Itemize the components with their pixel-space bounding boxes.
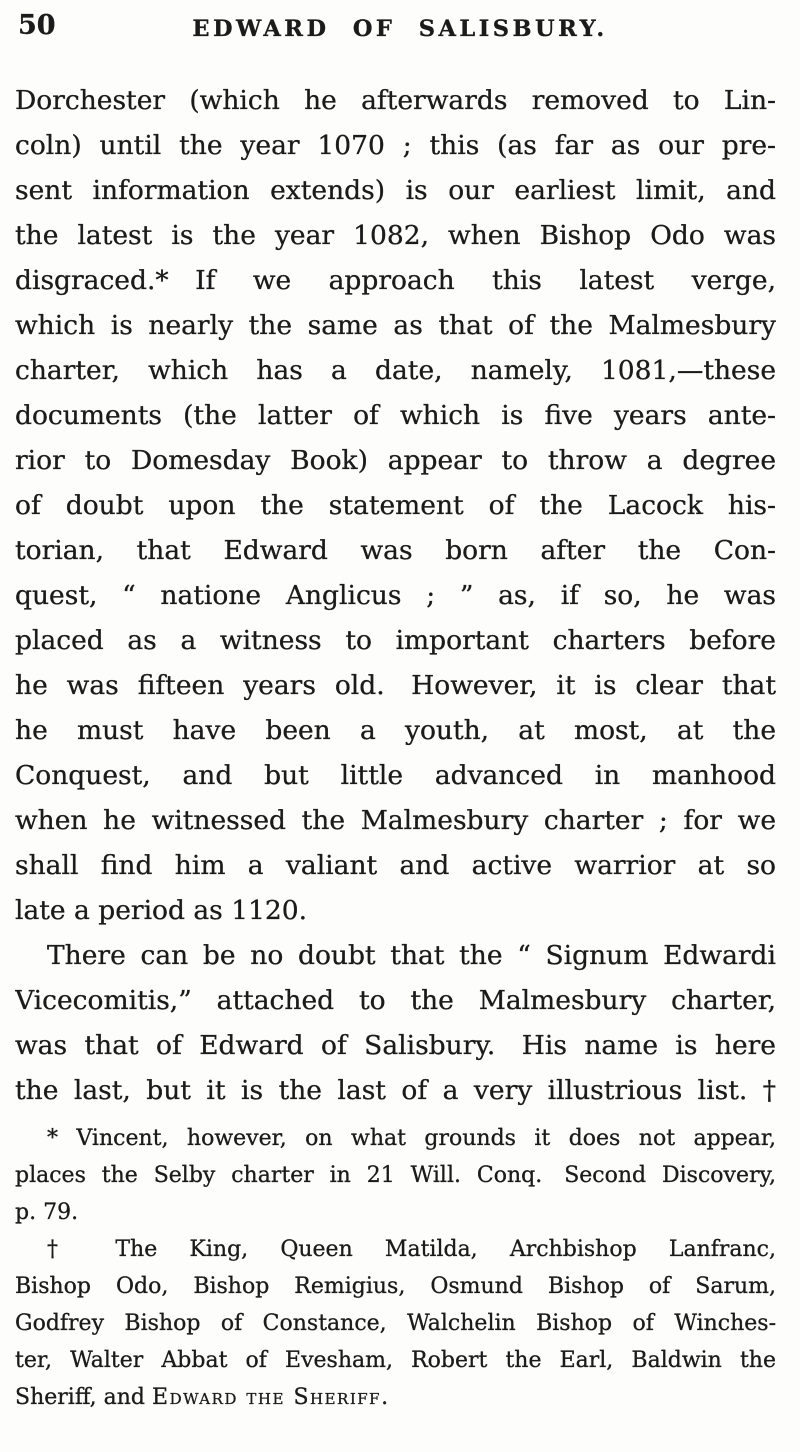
text-line: documents (the latter of which is five years ante- bbox=[15, 400, 776, 431]
paragraph bbox=[15, 933, 776, 1113]
text-line: he was fifteen years old. However, it is clear that bbox=[15, 670, 776, 701]
page-number: 50 bbox=[18, 10, 56, 41]
text-line: shall find him a valiant and active warrior at so bbox=[15, 850, 776, 881]
text-line: of doubt upon the statement of the Lacock his- bbox=[15, 490, 776, 521]
text-line: Vicecomitis,” attached to the Malmesbury charter, bbox=[15, 985, 776, 1016]
text-line: There can be no doubt that the “ Signum Edwardi bbox=[47, 940, 776, 971]
paragraph bbox=[15, 1120, 776, 1231]
body-text bbox=[15, 78, 776, 1113]
text-line: late a period as 1120. bbox=[15, 895, 308, 926]
text-line: which is nearly the same as that of the Malmesbury bbox=[15, 310, 776, 341]
text-line: Godfrey Bishop of Constance, Walchelin Bishop of Winches- bbox=[15, 1311, 776, 1336]
text-line: rior to Domesday Book) appear to throw a degree bbox=[15, 445, 776, 476]
text-line: he must have been a youth, at most, at the bbox=[15, 715, 776, 746]
text-line: p. 79. bbox=[15, 1200, 79, 1225]
text-line: sent information extends) is our earliest limit, and bbox=[15, 175, 776, 206]
text-line: the last, but it is the last of a very illustrious list. † bbox=[15, 1075, 776, 1106]
paragraph bbox=[15, 1231, 776, 1416]
text-line: † The King, Queen Matilda, Archbishop Lanfranc, bbox=[47, 1237, 776, 1262]
text-line: placed as a witness to important charters before bbox=[15, 625, 776, 656]
text-line: torian, that Edward was born after the Con- bbox=[15, 535, 776, 566]
text-line: when he witnessed the Malmesbury charter ; for we bbox=[15, 805, 776, 836]
text-line: Dorchester (which he afterwards removed to Lin- bbox=[15, 85, 776, 116]
footnotes bbox=[15, 1120, 776, 1416]
paragraph bbox=[15, 78, 776, 933]
text-line: was that of Edward of Salisbury. His name is here bbox=[15, 1030, 776, 1061]
text-line: disgraced.* If we approach this latest verge, bbox=[15, 265, 776, 296]
text-line: the latest is the year 1082, when Bishop Odo was bbox=[15, 220, 776, 251]
small-caps-text: Edward the Sheriff. bbox=[152, 1385, 390, 1410]
text-line: Sheriff, and Edward the Sheriff. bbox=[15, 1385, 390, 1410]
text-line: quest, “ natione Anglicus ; ” as, if so, he was bbox=[15, 580, 776, 611]
text-line: Conquest, and but little advanced in manhood bbox=[15, 760, 776, 791]
text-line: coln) until the year 1070 ; this (as far as our pre- bbox=[15, 130, 776, 161]
text-line: * Vincent, however, on what grounds it does not appear, bbox=[47, 1126, 776, 1151]
text-line: ter, Walter Abbat of Evesham, Robert the Earl, Baldwin the bbox=[15, 1348, 776, 1373]
running-title: EDWARD OF SALISBURY. bbox=[192, 16, 608, 42]
text-line: Bishop Odo, Bishop Remigius, Osmund Bishop of Sarum, bbox=[15, 1274, 776, 1299]
text-line: charter, which has a date, namely, 1081,—these bbox=[15, 355, 776, 386]
text-line: places the Selby charter in 21 Will. Conq. Second Discovery, bbox=[15, 1163, 776, 1188]
